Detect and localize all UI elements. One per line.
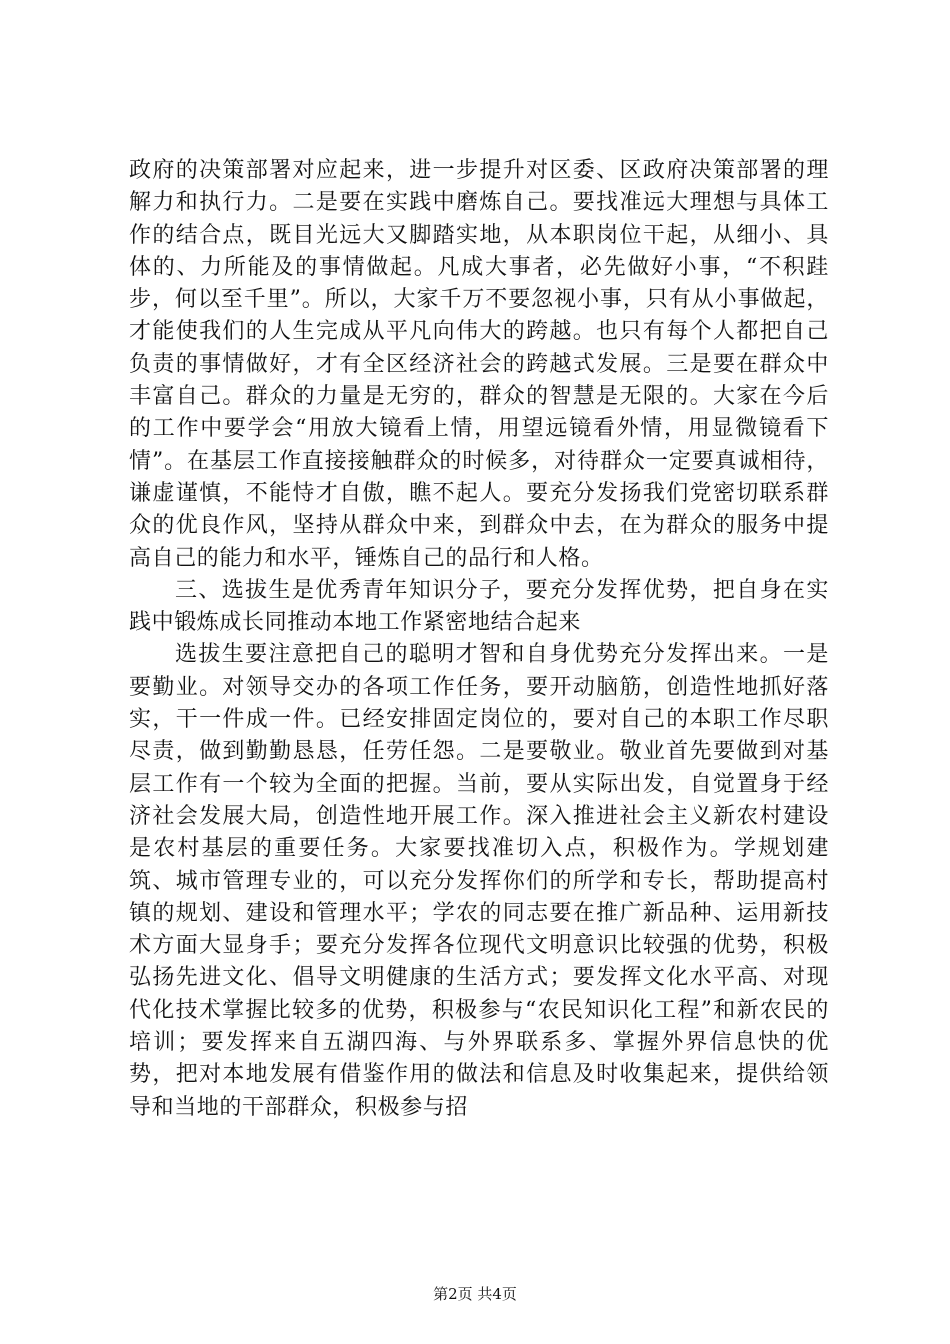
paragraph-section-heading: 三、选拔生是优秀青年知识分子，要充分发挥优势，把自身在实践中锻炼成长同推动本地工作紧密地结合起来 [129,577,829,636]
page-number-label: 第2页 共4页 [433,1285,517,1303]
document-body [129,155,829,1124]
page-footer [0,1284,950,1304]
paragraph-body: 选拔生要注意把自己的聪明才智和自身优势充分发挥出来。一是要勤业。对领导交办的各项工作任务，要开动脑筋，创造性地抓好落实，干一件成一件。已经安排固定岗位的，要对自己的本职工作尽职尽责，做到勤勤恳恳，任劳任怨。二是要敬业。敬业首先要做到对基层工作有一个较为全面的把握。当前，要从实际出发，自觉置身于经济社会发展大局，创造性地开展工作。深入推进社会主义新农村建设是农村基层的重要任务。大家要找准切入点，积极作为。学规划建筑、城市管理专业的，可以充分发挥你们的所学和专长，帮助提高村镇的规划、建设和管理水平；学农的同志要在推广新品种、运用新技术方面大显身手；要充分发挥各位现代文明意识比较强的优势，积极弘扬先进文化、倡导文明健康的生活方式；要发挥文化水平高、对现代化技术掌握比较多的优势，积极参与“农民知识化工程”和新农民的培训；要发挥来自五湖四海、与外界联系多、掌握外界信息快的优势，把对本地发展有借鉴作用的做法和信息及时收集起来，提供给领导和当地的干部群众，积极参与招 [129,642,829,1120]
paragraph-continuation: 政府的决策部署对应起来，进一步提升对区委、区政府决策部署的理解力和执行力。二是要在实践中磨炼自己。要找准远大理想与具体工作的结合点，既目光远大又脚踏实地，从本职岗位干起，从细小、具体的、力所能及的事情做起。凡成大事者，必先做好小事，“不积跬步，何以至千里”。所以，大家千万不要忽视小事，只有从小事做起，才能使我们的人生完成从平凡向伟大的跨越。也只有每个人都把自己负责的事情做好，才有全区经济社会的跨越式发展。三是要在群众中丰富自己。群众的力量是无穷的，群众的智慧是无限的。大家在今后的工作中要学会“用放大镜看上情，用望远镜看外情，用显微镜看下情”。在基层工作直接接触群众的时候多，对待群众一定要真诚相待，谦虚谨慎，不能恃才自傲，瞧不起人。要充分发扬我们党密切联系群众的优良作风，坚持从群众中来，到群众中去，在为群众的服务中提高自己的能力和水平，锤炼自己的品行和人格。 [129,158,829,571]
